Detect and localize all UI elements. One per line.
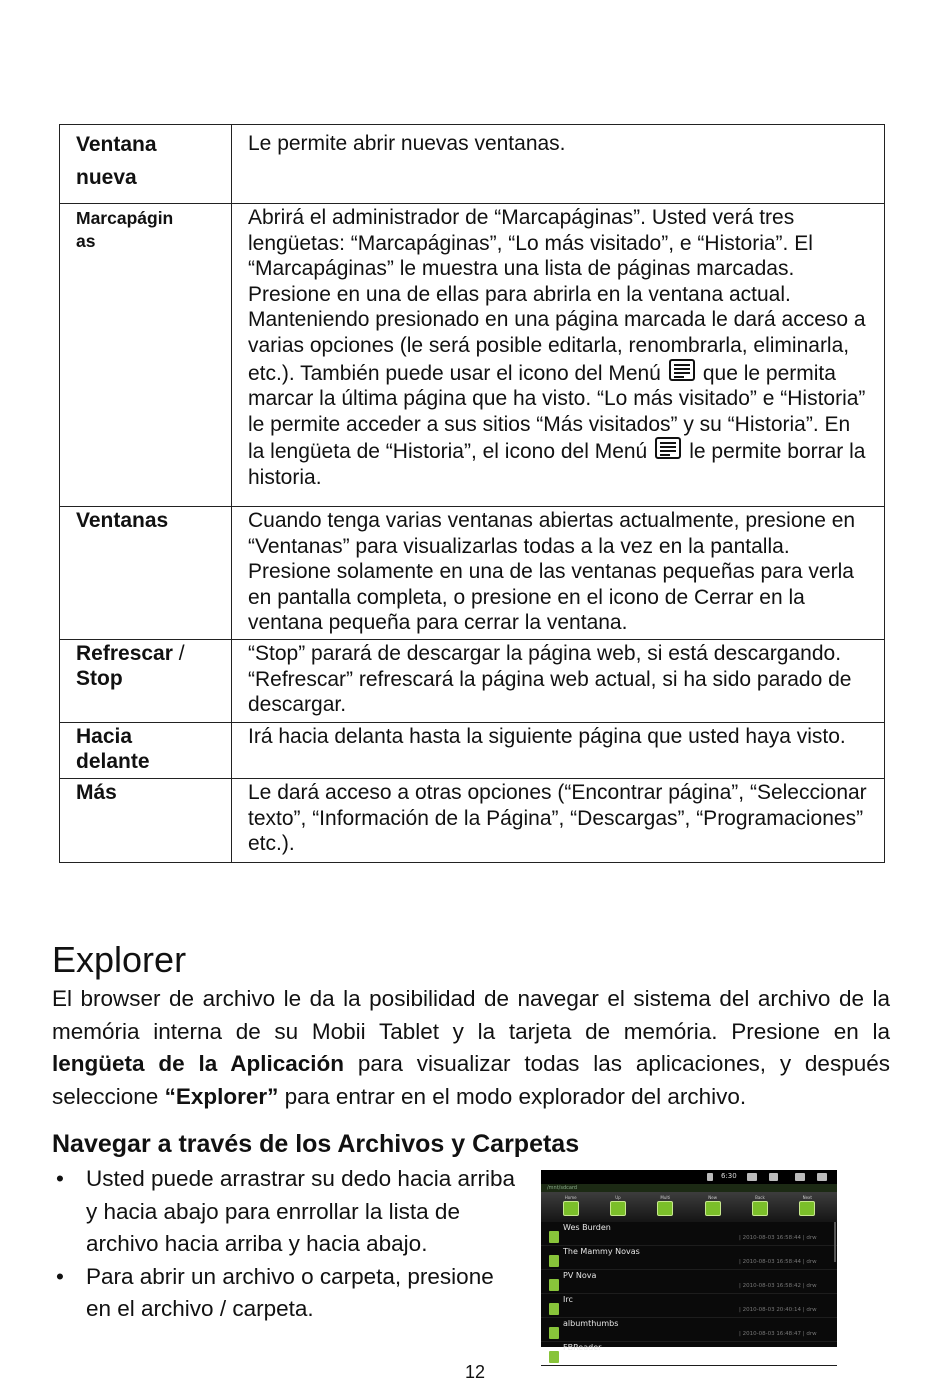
intro-text: para entrar en el modo explorador del archivo. xyxy=(278,1083,747,1109)
file-name: Wes Burden xyxy=(563,1223,611,1232)
back-icon xyxy=(795,1173,805,1181)
term-line: Hacia xyxy=(76,725,133,748)
intro-bold: lengüeta de la Aplicación xyxy=(52,1051,345,1076)
desc-cell xyxy=(232,204,885,507)
term-text: Ventanas xyxy=(76,509,169,532)
file-name: Irc xyxy=(563,1295,573,1304)
file-date: | 2010-08-03 16:48:47 | drw xyxy=(739,1331,817,1337)
page-number: 12 xyxy=(464,1362,486,1382)
folder-icon xyxy=(549,1255,559,1267)
tool-multi-button[interactable] xyxy=(651,1195,679,1219)
status-bar xyxy=(541,1170,837,1184)
intro-bold: “Explorer” xyxy=(164,1083,279,1109)
tool-label: Up xyxy=(615,1195,621,1200)
back-icon xyxy=(752,1201,768,1216)
tool-label: Next xyxy=(802,1195,812,1200)
file-date: | 2010-08-03 16:58:42 | drw xyxy=(739,1283,817,1289)
menu-icon xyxy=(655,437,681,459)
folder-icon xyxy=(549,1327,559,1339)
file-name: PV Nova xyxy=(563,1271,597,1280)
status-time: 6:30 xyxy=(721,1172,737,1180)
desc-cell xyxy=(232,779,885,863)
bullet-icon: • xyxy=(56,1263,64,1289)
folder-icon xyxy=(563,1201,579,1216)
tool-label: Home xyxy=(564,1195,577,1200)
menu-icon xyxy=(817,1173,827,1181)
list-item xyxy=(52,1163,522,1261)
folder-icon xyxy=(549,1303,559,1315)
file-date: | 2010-08-03 16:58:44 | drw xyxy=(739,1235,817,1241)
file-row[interactable] xyxy=(541,1294,837,1318)
desc-text: “Refrescar” refrescará la página web actual, si ha sido parado de descargar. xyxy=(248,667,852,717)
feature-table xyxy=(59,124,885,863)
table-row xyxy=(60,507,885,640)
desc-text: Le dará acceso a otras opciones (“Encontrar página”, “Seleccionar texto”, “Información de la Página”, “Descargas”, “Programaciones” etc.). xyxy=(248,781,867,856)
term-line: as xyxy=(76,231,96,251)
term-separator: / xyxy=(172,642,185,665)
explorer-heading: Explorer xyxy=(52,939,187,980)
desc-cell xyxy=(232,125,885,204)
file-name: FBReader xyxy=(563,1343,602,1352)
term-cell xyxy=(60,204,232,507)
new-folder-icon xyxy=(705,1201,721,1216)
volume-icon xyxy=(747,1173,757,1181)
desc-text: “Stop” parará de descargar la página web, si está descargando. xyxy=(248,642,842,665)
explorer-screenshot xyxy=(541,1170,837,1352)
table-row xyxy=(60,125,885,204)
term-text: Más xyxy=(76,781,117,804)
term-line: delante xyxy=(76,750,150,773)
intro-text: El browser de archivo le da la posibilidad de navegar el sistema del archivo de la memória interna de su Mobii Tablet y la tarjeta de memória. Presione en la xyxy=(52,986,890,1044)
desc-text: que le permita marcar la última página que ha visto. “Lo más visitado” e “Historia” le permite acceder a sus sitios “Más visitados” y su “Historia”. En la lengüeta de “Historia”, el icono del Menú xyxy=(248,361,866,464)
term-cell xyxy=(60,723,232,779)
term-cell xyxy=(60,640,232,723)
term-cell xyxy=(60,779,232,863)
desc-cell xyxy=(232,507,885,640)
multi-icon xyxy=(657,1201,673,1216)
next-icon xyxy=(799,1201,815,1216)
file-row[interactable] xyxy=(541,1270,837,1294)
notification-icon xyxy=(707,1173,713,1181)
home-icon xyxy=(769,1173,778,1181)
navigate-heading: Navegar a través de los Archivos y Carpetas xyxy=(52,1130,580,1158)
term-cell xyxy=(60,507,232,640)
folder-icon xyxy=(549,1279,559,1291)
explorer-toolbar xyxy=(541,1192,837,1222)
term-line: nueva xyxy=(76,166,137,189)
term-line: Marcapágin xyxy=(76,208,174,228)
desc-text: Le permite abrir nuevas ventanas. xyxy=(248,132,566,155)
up-icon xyxy=(610,1201,626,1216)
file-name: The Mammy Novas xyxy=(563,1247,640,1256)
bullet-icon: • xyxy=(56,1166,64,1191)
path-title: /mnt/sdcard xyxy=(541,1184,837,1192)
explorer-intro xyxy=(52,983,890,1113)
desc-text: le permite borrar la historia. xyxy=(248,440,866,489)
tool-home-button[interactable] xyxy=(557,1195,585,1219)
term-text: Stop xyxy=(76,667,123,690)
file-date: | 2010-08-03 16:58:44 | drw xyxy=(739,1259,817,1265)
table-row xyxy=(60,723,885,779)
tool-label: New xyxy=(708,1195,717,1200)
file-row[interactable] xyxy=(541,1318,837,1342)
folder-icon xyxy=(549,1231,559,1243)
file-row[interactable] xyxy=(541,1222,837,1246)
list-item xyxy=(52,1261,522,1326)
desc-text: Irá hacia delanta hasta la siguiente página que usted haya visto. xyxy=(248,725,846,748)
scrollbar[interactable] xyxy=(834,1222,836,1262)
bullet-text: Usted puede arrastrar su dedo hacia arriba y hacia abajo para enrrollar la lista de archivo hacia arriba y hacia abajo. xyxy=(86,1166,515,1256)
table-row xyxy=(60,779,885,863)
file-row[interactable] xyxy=(541,1246,837,1270)
desc-cell xyxy=(232,640,885,723)
intro-text: para visualizar todas las aplicaciones, y después seleccione xyxy=(52,1051,890,1109)
tool-new-button[interactable] xyxy=(699,1195,727,1219)
term-cell xyxy=(60,125,232,204)
desc-cell xyxy=(232,723,885,779)
tool-back-button[interactable] xyxy=(746,1195,774,1219)
table-row xyxy=(60,640,885,723)
tool-label: Multi xyxy=(660,1195,671,1200)
bullet-list xyxy=(52,1163,522,1326)
bullet-text: Para abrir un archivo o carpeta, presione en el archivo / carpeta. xyxy=(86,1263,494,1321)
file-date: | 2010-08-03 20:40:14 | drw xyxy=(739,1307,817,1313)
term-line: Ventana xyxy=(76,133,157,156)
desc-text: Cuando tenga varias ventanas abiertas actualmente, presione en “Ventanas” para visualizarlas todas a la vez en la pantalla. Presione solamente en una de las ventanas pequeñas para verla en pantalla completa, o presione en el icono de Cerrar en la ventana pequeña para cerrar la ventana. xyxy=(248,509,856,635)
menu-icon xyxy=(669,359,695,381)
table-row xyxy=(60,204,885,507)
term-text: Refrescar xyxy=(76,642,173,665)
file-name: albumthumbs xyxy=(563,1319,619,1328)
tool-label: Back xyxy=(755,1195,765,1200)
tool-next-button[interactable] xyxy=(793,1195,821,1219)
desc-text: Abrirá el administrador de “Marcapáginas”. Usted verá tres lengüetas: “Marcapáginas”, “Lo más visitado”, e “Historia”. El “Marcapáginas” le muestra una lista de páginas marcadas. Presione en una de ellas para abrirla en la ventana actual. Manteniendo presionado en una página marcada le dará acceso a varias opciones (le será posible editarla, renombrarla, eliminarla, etc.). También puede usar el icono del Menú xyxy=(248,206,866,385)
tool-up-button[interactable] xyxy=(604,1195,632,1219)
